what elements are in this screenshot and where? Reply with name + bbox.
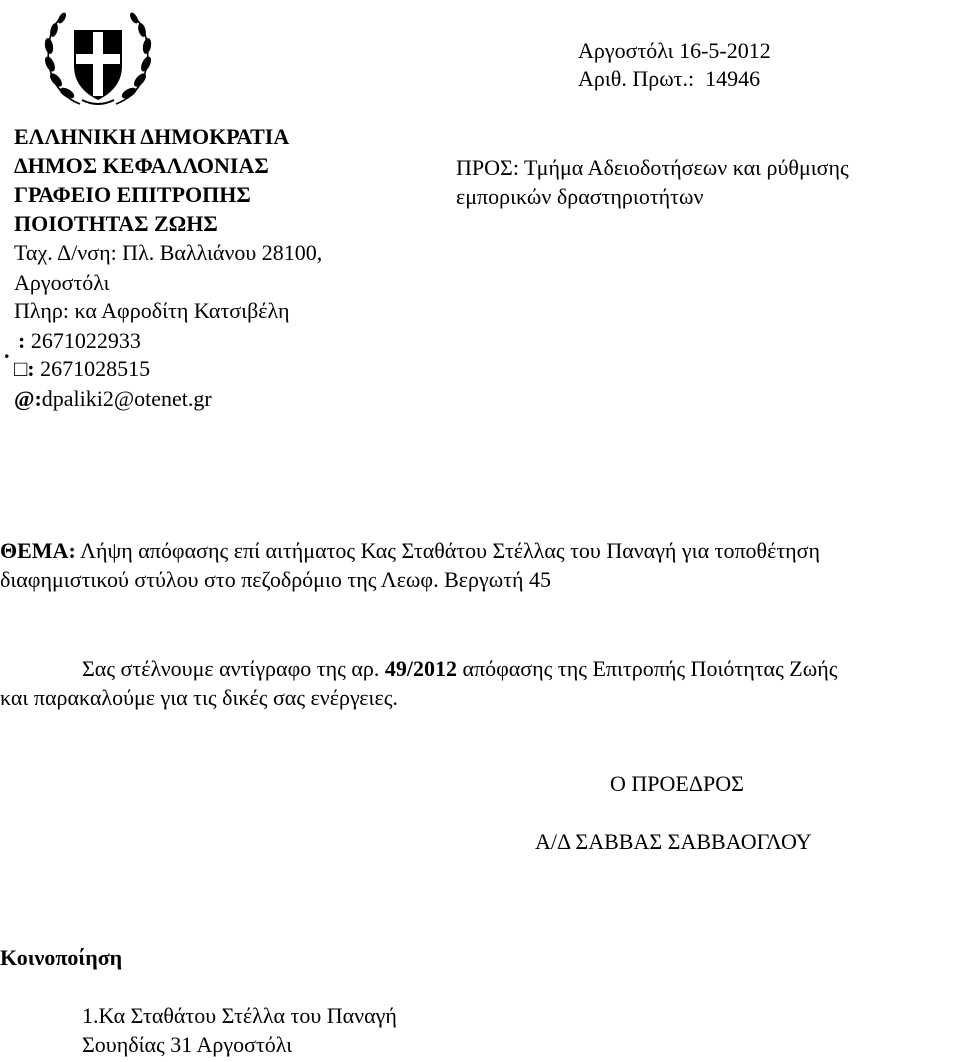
greek-coat-of-arms-icon <box>40 8 156 112</box>
subject-line-2: διαφημιστικού στύλου στο πεζοδρόμιο της Λεωφ. Βεργωτή 45 <box>0 567 552 592</box>
sender-line-3: ΓΡΑΦΕΙΟ ΕΠΙΤΡΟΠΗΣ <box>14 182 251 207</box>
fax-label: : <box>27 356 35 381</box>
cc-line-1: 1.Κα Σταθάτου Στέλλα του Παναγή <box>82 1003 397 1028</box>
decision-number: 49/2012 <box>384 656 457 681</box>
email-line <box>14 386 212 412</box>
email-address: dpaliki2@otenet.gr <box>41 386 212 411</box>
subject-line-1 <box>0 538 820 564</box>
fax-line <box>14 356 150 382</box>
email-label: @: <box>14 386 42 411</box>
subject-label: ΘΕΜΑ: <box>0 538 76 563</box>
body-text-end: απόφασης της Επιτροπής Ποιότητας Ζωής <box>456 656 838 681</box>
sender-line-4: ΠΟΙΟΤΗΤΑΣ ΖΩΗΣ <box>14 211 218 236</box>
signature-name: Α/Δ ΣΑΒΒΑΣ ΣΑΒΒΑΟΓΛΟΥ <box>535 829 812 854</box>
date-line: Αργοστόλι 16-5-2012 <box>578 38 771 63</box>
subject-text-1: Λήψη απόφασης επί αιτήματος Κας Σταθάτου Στέλλας του Παναγή για τοποθέτηση <box>75 538 821 563</box>
sender-line-2: ΔΗΜΟΣ ΚΕΦΑΛΛΟΝΙΑΣ <box>14 153 269 178</box>
fax-number: 2671028515 <box>34 356 151 381</box>
cc-line-2: Σουηδίας 31 Αργοστόλι <box>82 1032 293 1057</box>
body-line-1 <box>82 656 837 682</box>
phone-line <box>4 328 141 363</box>
body-text-start: Σας στέλνουμε αντίγραφο της αρ. <box>82 656 385 681</box>
phone-icon: . <box>4 338 10 363</box>
protocol-line: Αριθ. Πρωτ.: 14946 <box>578 66 761 91</box>
fax-icon: □ <box>14 356 28 381</box>
phone-number: 2671022933 <box>25 328 141 353</box>
body-line-2: και παρακαλούμε για τις δικές σας ενέργειες. <box>0 685 398 710</box>
sender-address-1: Ταχ. Δ/νση: Πλ. Βαλλιάνου 28100, <box>14 240 323 265</box>
signature-title: Ο ΠΡΟΕΔΡΟΣ <box>610 771 744 796</box>
recipient-line-1: ΠΡΟΣ: Τμήμα Αδειοδοτήσεων και ρύθμισης <box>456 155 849 180</box>
recipient-line-2: εμπορικών δραστηριοτήτων <box>456 184 704 209</box>
sender-address-2: Αργοστόλι <box>14 270 110 295</box>
sender-line-1: ΕΛΛΗΝΙΚΗ ΔΗΜΟΚΡΑΤΙΑ <box>14 124 290 149</box>
phone-label: : <box>18 328 26 353</box>
contact-person: Πληρ: κα Αφροδίτη Κατσιβέλη <box>14 298 290 323</box>
cc-heading: Κοινοποίηση <box>0 945 123 970</box>
